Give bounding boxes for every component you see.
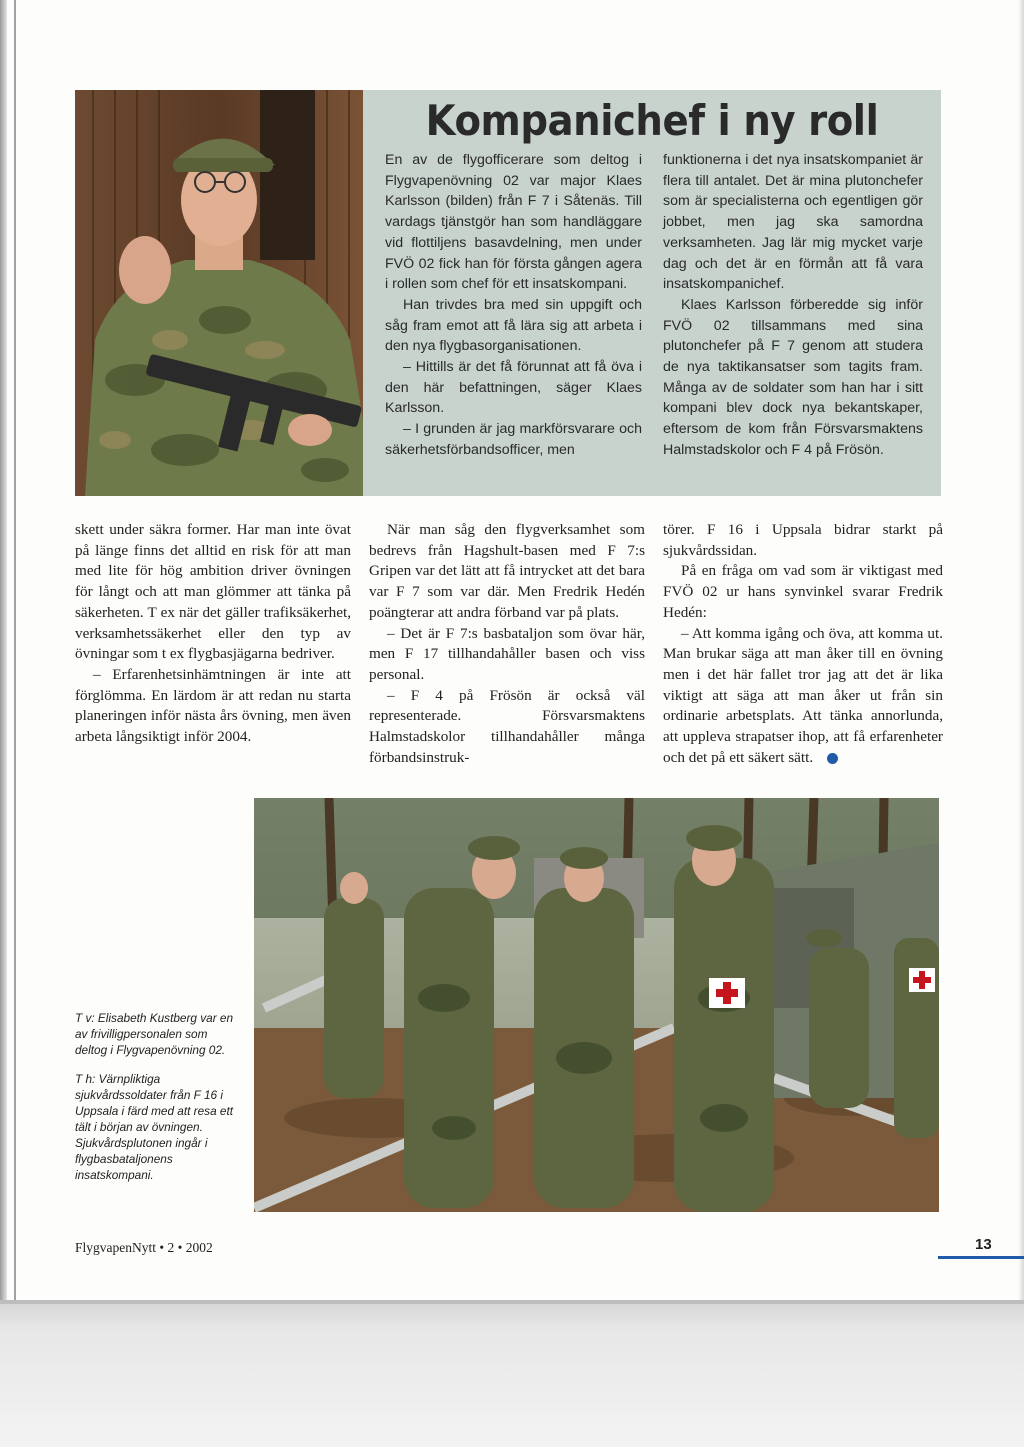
body-paragraph: På en fråga om vad som är viktigast med FVÖ 02 ur hans synvinkel svarar Fredrik Hedén: [663,562,943,621]
spine-line [14,0,16,1447]
body-paragraph: – Erfarenhetsinhämtningen är inte att förglömma. En lärdom är att redan nu starta planeringen inför nästa års övning, men även arbeta långsiktigt inför 2004. [75,665,351,746]
body-paragraph-last [663,624,943,769]
body-paragraph: När man såg den flygverksamhet som bedrevs från Hagshult-basen med F 7:s Gripen var det lätt att få intrycket att det bara var F 7 som var där. Men Fredrik Hedén poängterar att andra förband var på plats. [369,521,645,621]
end-of-article-dot-icon [827,753,838,764]
feature-paragraph: – I grunden är jag markförsvarare och säkerhetsförbandsofficer, men [385,421,642,458]
body-paragraph-text: – Att komma igång och öva, att komma ut. Man brukar säga att man åker till en övning men i det här fallet tror jag att det är lika viktigt att säga att man åker ut från sin ordinarie arbetsplats. Att tänka annorlunda, att uppleva strapatser ihop, att få erfarenheter och det på ett säkert sätt. [663,624,943,766]
body-paragraph: – F 4 på Frösön är också väl representerade. Försvarsmaktens Halmstadskolor tillhandahåller många förbandsinstruk- [369,686,645,766]
feature-paragraph: funktionerna i det nya insatskompaniet är flera till antalet. Det är mina plutonchefer som är specialisterna och egentligen gör jobbet, men jag ska samordna verksamheten. Jag lär mig mycket varje dag och det är en förmån att få vara insatskompanichef. [663,152,923,293]
body-column-2 [369,520,645,768]
feature-paragraph: – Hittills är det få förunnat att få öva i den här befattningen, säger Klaes Karlsson. [385,359,642,417]
feature-paragraph: Klaes Karlsson förberedde sig inför FVÖ 02 tillsammans med sina plutonchefer på F 7 genom att studera de nya taktikansatser som tagits fram. Många av de soldater som han har i sitt kompani blev dock nya bekantskaper, eftersom de kom från Försvarsmaktens Halmstadskolor och F 4 på Frösön. [663,296,923,458]
caption-left: T v: Elisabeth Kustberg var en av frivilligpersonalen som deltog i Flygvapenövning 02. [75,1011,234,1057]
feature-headline: Kompanichef i ny roll [425,96,879,145]
body-column-3 [663,520,943,768]
feature-paragraph: Han trivdes bra med sin uppgift och såg fram emot att få lära sig att arbeta i den nya flygbasorganisationen. [385,296,642,355]
feature-column-1 [385,150,642,461]
officer-portrait-photo [75,90,363,496]
body-column-1 [75,520,351,748]
soldiers-tent-photo [254,798,939,1212]
scan-bottom-band [0,1300,1024,1447]
page-number-rule [938,1256,1024,1259]
publication-footer: FlygvapenNytt • 2 • 2002 [75,1240,213,1255]
feature-paragraph: En av de flygofficerare som deltog i Flygvapenövning 02 var major Klaes Karlsson (bilden) från F 7 i Såtenäs. Till vardags tjänstgör han som handläggare vid flottiljens basavdelning, men under FVÖ 02 fick han för första gången agera i rollen som chef för ett insatskompani. [385,152,642,293]
body-paragraph: skett under säkra former. Har man inte övat på länge finns det alltid en risk för att man med lite för hög ambition driver övningen för långt och att man glömmer att tänka på säkerheten. T ex när det gäller trafiksäkerhet, verksamhetssäkerhet eller den typ av övningar som t ex flygbasjägarna bedriver. [75,521,351,663]
page-right-edge [1018,0,1024,1447]
body-paragraph: – Det är F 7:s basbataljon som övar här, men F 17 tillhandahåller basen och viss personal. [369,624,645,683]
page-number: 13 [975,1236,992,1253]
soldiers-tent-illustration [254,798,939,1212]
page-spine [0,0,7,1447]
feature-column-2 [663,150,923,461]
officer-portrait-illustration [75,90,363,496]
photo-captions [75,1010,235,1196]
body-paragraph: törer. F 16 i Uppsala bidrar starkt på sjukvårdssidan. [663,521,943,559]
caption-right: T h: Värnpliktiga sjukvårdssoldater från F 16 i Uppsala i färd med att resa ett tält i början av övningen. Sjukvårdsplutonen ingår i flygbasbataljonens insatskompani. [75,1072,234,1182]
